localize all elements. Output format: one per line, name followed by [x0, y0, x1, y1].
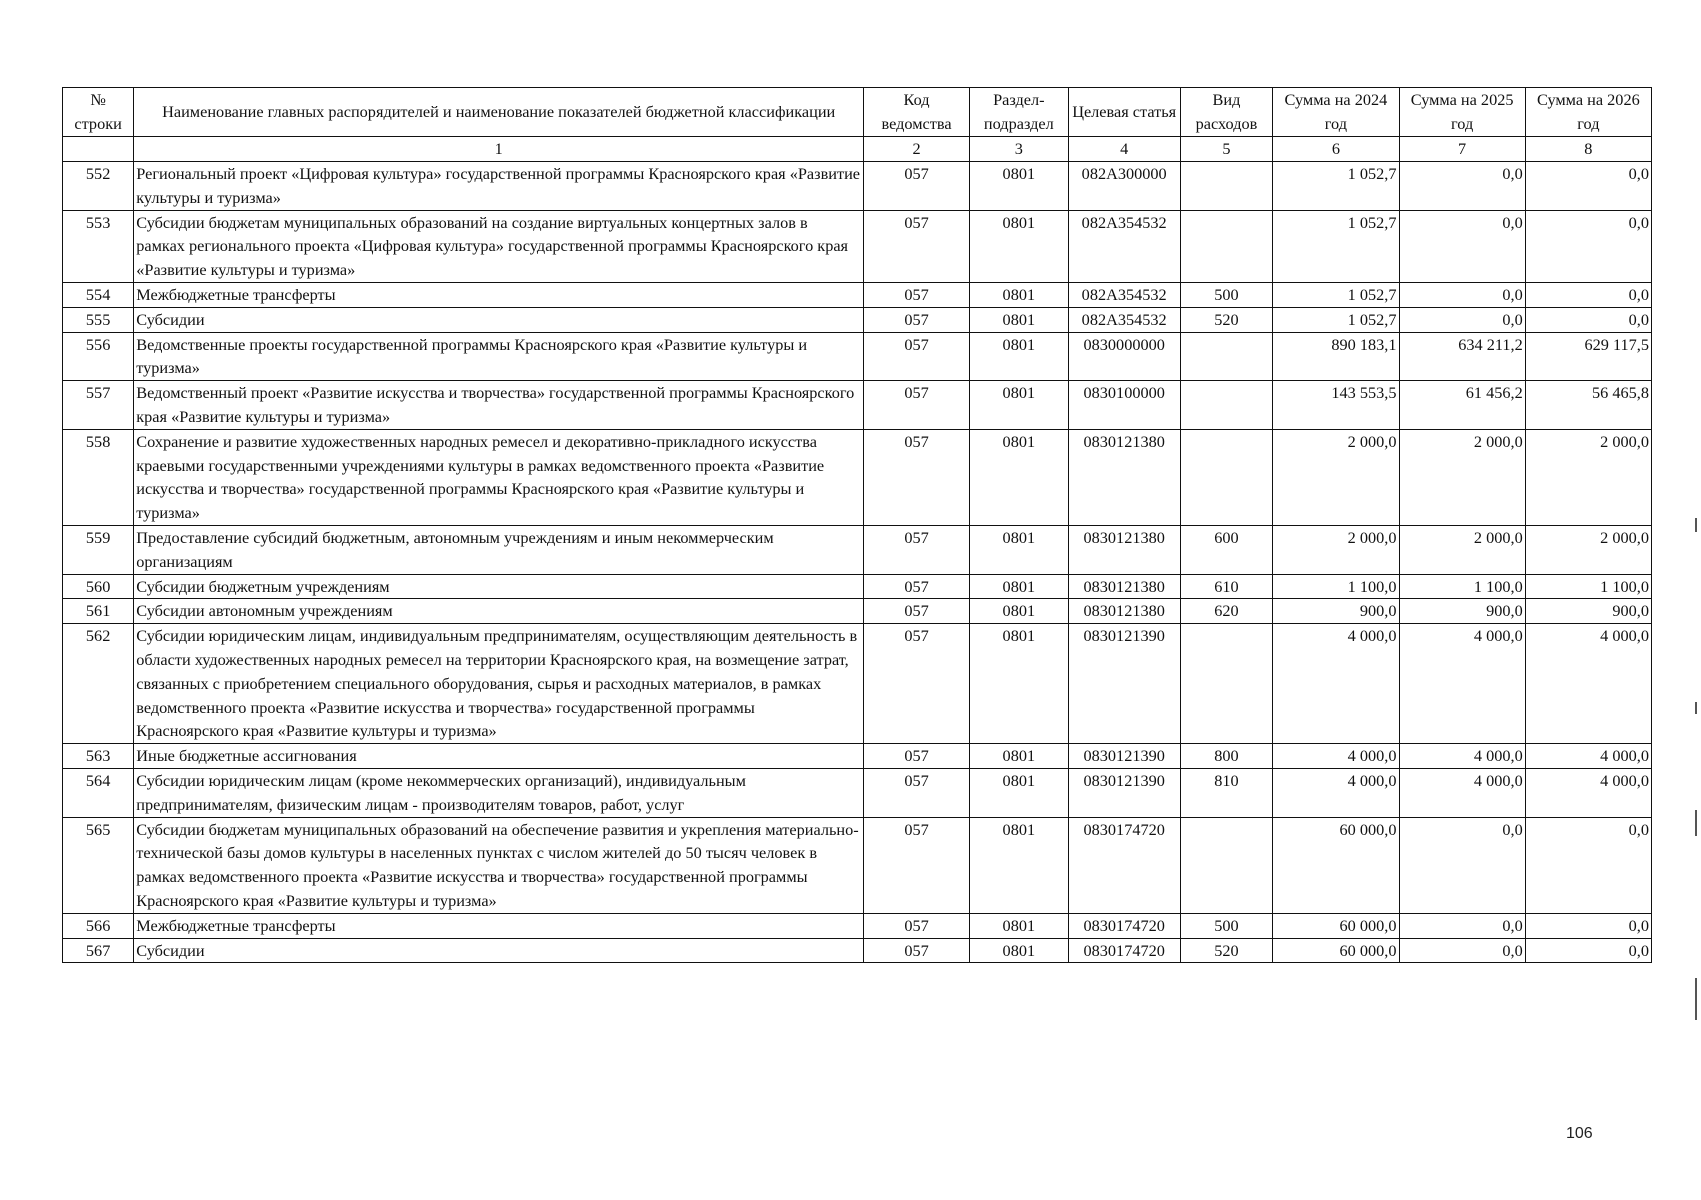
row-number: 558: [63, 429, 134, 525]
row-section: 0801: [969, 913, 1068, 938]
row-name: Субсидии: [134, 938, 864, 963]
row-target: 0830121390: [1068, 768, 1180, 817]
header-sum-2024: Сумма на 2024 год: [1273, 88, 1399, 137]
table-row: [63, 381, 1652, 430]
header-name: Наименование главных распорядителей и наименование показателей бюджетной классификации: [134, 88, 864, 137]
row-section: 0801: [969, 938, 1068, 963]
row-sum-2025: 2 000,0: [1399, 525, 1525, 574]
table-row: [63, 744, 1652, 769]
row-target: 0830121380: [1068, 525, 1180, 574]
row-number: 564: [63, 768, 134, 817]
row-sum-2024: 4 000,0: [1273, 744, 1399, 769]
row-name: Субсидии автономным учреждениям: [134, 599, 864, 624]
row-sum-2024: 2 000,0: [1273, 525, 1399, 574]
table-row: [63, 525, 1652, 574]
table-row: [63, 624, 1652, 744]
column-number-row: [63, 137, 1652, 162]
row-sum-2025: 634 211,2: [1399, 332, 1525, 381]
row-number: 554: [63, 282, 134, 307]
column-number: 4: [1068, 137, 1180, 162]
row-sum-2024: 1 052,7: [1273, 307, 1399, 332]
table-body: [63, 162, 1652, 963]
row-target: 0830121380: [1068, 574, 1180, 599]
row-exp-type: [1180, 381, 1273, 430]
row-target: 0830121390: [1068, 624, 1180, 744]
table-header-row: [63, 88, 1652, 137]
row-sum-2026: 0,0: [1525, 307, 1651, 332]
row-number: 552: [63, 162, 134, 211]
table-row: [63, 307, 1652, 332]
row-name: Субсидии юридическим лицам, индивидуальным предпринимателям, осуществляющим деятельность в области художественных народных ремесел на территории Красноярского края, на возмещение затрат, связанных с приобретением специального оборудования, сырья и расходных материалов, в рамках ведомственного проекта «Развитие искусства и творчества» государственной программы Красноярского края «Развитие культуры и туризма»: [134, 624, 864, 744]
row-sum-2026: 56 465,8: [1525, 381, 1651, 430]
row-number: 560: [63, 574, 134, 599]
row-sum-2025: 0,0: [1399, 913, 1525, 938]
row-target: 0830174720: [1068, 817, 1180, 913]
row-exp-type: 610: [1180, 574, 1273, 599]
row-section: 0801: [969, 429, 1068, 525]
row-exp-type: 800: [1180, 744, 1273, 769]
column-number: 2: [864, 137, 970, 162]
row-section: 0801: [969, 381, 1068, 430]
table-row: [63, 282, 1652, 307]
row-name: Предоставление субсидий бюджетным, автономным учреждениям и иным некоммерческим организациям: [134, 525, 864, 574]
column-number: 7: [1399, 137, 1525, 162]
row-exp-type: [1180, 162, 1273, 211]
row-exp-type: 620: [1180, 599, 1273, 624]
row-exp-type: [1180, 429, 1273, 525]
row-section: 0801: [969, 624, 1068, 744]
table-row: [63, 574, 1652, 599]
row-name: Межбюджетные трансферты: [134, 913, 864, 938]
scan-edge-mark: [1695, 810, 1697, 836]
row-section: 0801: [969, 282, 1068, 307]
row-name: Субсидии бюджетам муниципальных образований на обеспечение развития и укрепления материально-технической базы домов культуры в населенных пунктах с числом жителей до 50 тысяч человек в рамках ведомственного проекта «Развитие искусства и творчества» государственной программы Красноярского края «Развитие культуры и туризма»: [134, 817, 864, 913]
row-sum-2026: 0,0: [1525, 210, 1651, 282]
row-target: 082A354532: [1068, 210, 1180, 282]
row-number: 567: [63, 938, 134, 963]
row-exp-type: 500: [1180, 282, 1273, 307]
row-exp-type: 520: [1180, 938, 1273, 963]
row-number: 563: [63, 744, 134, 769]
row-sum-2025: 0,0: [1399, 282, 1525, 307]
row-exp-type: [1180, 817, 1273, 913]
row-name: Субсидии: [134, 307, 864, 332]
row-exp-type: [1180, 624, 1273, 744]
row-sum-2024: 143 553,5: [1273, 381, 1399, 430]
row-number: 556: [63, 332, 134, 381]
row-sum-2025: 1 100,0: [1399, 574, 1525, 599]
header-sum-2025: Сумма на 2025 год: [1399, 88, 1525, 137]
row-sum-2026: 2 000,0: [1525, 429, 1651, 525]
row-number: 557: [63, 381, 134, 430]
row-sum-2024: 60 000,0: [1273, 817, 1399, 913]
row-sum-2026: 0,0: [1525, 817, 1651, 913]
row-sum-2026: 2 000,0: [1525, 525, 1651, 574]
row-sum-2026: 4 000,0: [1525, 744, 1651, 769]
row-name: Субсидии юридическим лицам (кроме некоммерческих организаций), индивидуальным предпринимателям, физическим лицам - производителям товаров, работ, услуг: [134, 768, 864, 817]
row-sum-2026: 0,0: [1525, 282, 1651, 307]
row-sum-2024: 890 183,1: [1273, 332, 1399, 381]
row-sum-2024: 60 000,0: [1273, 913, 1399, 938]
row-sum-2024: 1 052,7: [1273, 210, 1399, 282]
table-row: [63, 938, 1652, 963]
row-target: 0830121390: [1068, 744, 1180, 769]
row-sum-2026: 0,0: [1525, 913, 1651, 938]
row-sum-2025: 0,0: [1399, 307, 1525, 332]
row-exp-type: 500: [1180, 913, 1273, 938]
row-sum-2024: 60 000,0: [1273, 938, 1399, 963]
row-dept-code: 057: [864, 332, 970, 381]
row-number: 555: [63, 307, 134, 332]
table-row: [63, 429, 1652, 525]
row-dept-code: 057: [864, 282, 970, 307]
row-sum-2024: 1 100,0: [1273, 574, 1399, 599]
row-section: 0801: [969, 574, 1068, 599]
row-exp-type: [1180, 210, 1273, 282]
row-section: 0801: [969, 210, 1068, 282]
row-sum-2025: 4 000,0: [1399, 768, 1525, 817]
row-dept-code: 057: [864, 574, 970, 599]
row-dept-code: 057: [864, 744, 970, 769]
header-sum-2026: Сумма на 2026 год: [1525, 88, 1651, 137]
column-number: 3: [969, 137, 1068, 162]
row-sum-2025: 0,0: [1399, 817, 1525, 913]
row-sum-2026: 1 100,0: [1525, 574, 1651, 599]
header-exp-type: Вид расходов: [1180, 88, 1273, 137]
row-target: 0830174720: [1068, 938, 1180, 963]
row-number: 565: [63, 817, 134, 913]
row-sum-2025: 4 000,0: [1399, 744, 1525, 769]
row-sum-2026: 4 000,0: [1525, 624, 1651, 744]
column-number: 8: [1525, 137, 1651, 162]
table-row: [63, 210, 1652, 282]
row-target: 0830121380: [1068, 599, 1180, 624]
row-sum-2024: 900,0: [1273, 599, 1399, 624]
scan-edge-mark: [1695, 518, 1697, 532]
row-sum-2025: 0,0: [1399, 162, 1525, 211]
row-dept-code: 057: [864, 913, 970, 938]
row-exp-type: [1180, 332, 1273, 381]
row-dept-code: 057: [864, 599, 970, 624]
row-name: Региональный проект «Цифровая культура» государственной программы Красноярского края «Развитие культуры и туризма»: [134, 162, 864, 211]
row-name: Межбюджетные трансферты: [134, 282, 864, 307]
column-number: 6: [1273, 137, 1399, 162]
row-exp-type: 520: [1180, 307, 1273, 332]
row-sum-2026: 900,0: [1525, 599, 1651, 624]
row-sum-2024: 1 052,7: [1273, 162, 1399, 211]
row-dept-code: 057: [864, 525, 970, 574]
table-row: [63, 817, 1652, 913]
row-sum-2024: 2 000,0: [1273, 429, 1399, 525]
row-number: 566: [63, 913, 134, 938]
table-row: [63, 162, 1652, 211]
row-sum-2024: 1 052,7: [1273, 282, 1399, 307]
row-sum-2025: 61 456,2: [1399, 381, 1525, 430]
row-dept-code: 057: [864, 381, 970, 430]
row-dept-code: 057: [864, 817, 970, 913]
row-section: 0801: [969, 525, 1068, 574]
row-dept-code: 057: [864, 624, 970, 744]
row-sum-2025: 0,0: [1399, 938, 1525, 963]
row-number: 559: [63, 525, 134, 574]
row-exp-type: 600: [1180, 525, 1273, 574]
row-section: 0801: [969, 162, 1068, 211]
budget-table: [62, 87, 1652, 963]
row-name: Ведомственные проекты государственной программы Красноярского края «Развитие культуры и туризма»: [134, 332, 864, 381]
column-number: [63, 137, 134, 162]
row-target: 082A300000: [1068, 162, 1180, 211]
row-target: 0830000000: [1068, 332, 1180, 381]
row-name: Сохранение и развитие художественных народных ремесел и декоративно-прикладного искусства краевыми государственными учреждениями культуры в рамках ведомственного проекта «Развитие искусства и творчества» государственной программы Красноярского края «Развитие культуры и туризма»: [134, 429, 864, 525]
budget-table-page: [62, 87, 1652, 963]
row-sum-2025: 2 000,0: [1399, 429, 1525, 525]
row-sum-2025: 4 000,0: [1399, 624, 1525, 744]
header-dept-code: Код ведомства: [864, 88, 970, 137]
header-target: Целевая статья: [1068, 88, 1180, 137]
row-dept-code: 057: [864, 307, 970, 332]
row-number: 553: [63, 210, 134, 282]
column-number: 1: [134, 137, 864, 162]
scan-edge-mark: [1695, 702, 1697, 714]
row-target: 082A354532: [1068, 282, 1180, 307]
header-section: Раздел-подраздел: [969, 88, 1068, 137]
row-section: 0801: [969, 768, 1068, 817]
row-name: Субсидии бюджетным учреждениям: [134, 574, 864, 599]
row-sum-2025: 0,0: [1399, 210, 1525, 282]
row-name: Ведомственный проект «Развитие искусства и творчества» государственной программы Красноярского края «Развитие культуры и туризма»: [134, 381, 864, 430]
row-sum-2026: 4 000,0: [1525, 768, 1651, 817]
row-name: Субсидии бюджетам муниципальных образований на создание виртуальных концертных залов в рамках регионального проекта «Цифровая культура» государственной программы Красноярского края «Развитие культуры и туризма»: [134, 210, 864, 282]
table-row: [63, 332, 1652, 381]
row-section: 0801: [969, 817, 1068, 913]
page-number: 106: [1566, 1125, 1593, 1142]
row-dept-code: 057: [864, 162, 970, 211]
row-number: 561: [63, 599, 134, 624]
column-number: 5: [1180, 137, 1273, 162]
row-section: 0801: [969, 332, 1068, 381]
table-row: [63, 768, 1652, 817]
header-row-no: № строки: [63, 88, 134, 137]
table-row: [63, 599, 1652, 624]
row-target: 0830174720: [1068, 913, 1180, 938]
row-sum-2026: 629 117,5: [1525, 332, 1651, 381]
table-row: [63, 913, 1652, 938]
row-sum-2026: 0,0: [1525, 162, 1651, 211]
row-dept-code: 057: [864, 210, 970, 282]
scan-edge-mark: [1695, 978, 1697, 1020]
row-target: 0830100000: [1068, 381, 1180, 430]
row-sum-2024: 4 000,0: [1273, 624, 1399, 744]
row-dept-code: 057: [864, 938, 970, 963]
row-section: 0801: [969, 307, 1068, 332]
row-section: 0801: [969, 744, 1068, 769]
row-section: 0801: [969, 599, 1068, 624]
row-exp-type: 810: [1180, 768, 1273, 817]
row-number: 562: [63, 624, 134, 744]
row-sum-2024: 4 000,0: [1273, 768, 1399, 817]
row-sum-2026: 0,0: [1525, 938, 1651, 963]
row-dept-code: 057: [864, 429, 970, 525]
row-target: 0830121380: [1068, 429, 1180, 525]
row-sum-2025: 900,0: [1399, 599, 1525, 624]
row-name: Иные бюджетные ассигнования: [134, 744, 864, 769]
row-target: 082A354532: [1068, 307, 1180, 332]
row-dept-code: 057: [864, 768, 970, 817]
